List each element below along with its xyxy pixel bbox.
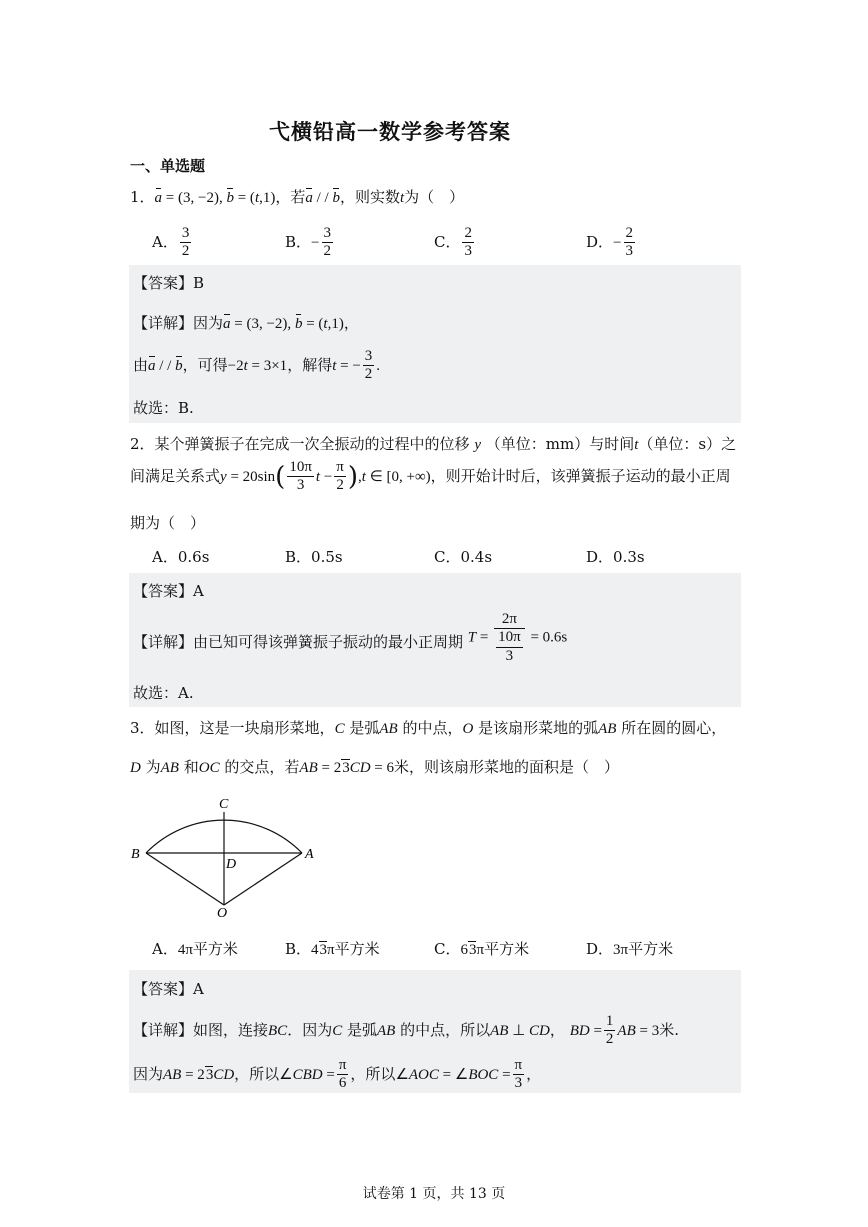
q1-var-t: t: [400, 190, 405, 206]
q2-stem-1: 2．某个弹簧振子在完成一次全振动的过程中的位移 y （单位：mm）与时间t（单位：s）之: [130, 435, 737, 453]
detail-text: ，可得: [182, 355, 228, 374]
page-title: 弋横铅高一数学参考答案: [269, 119, 511, 144]
detail-text: 【详解】由已知可得该弹簧振子振动的最小正周期: [133, 633, 464, 651]
stem-text: 的交点，若: [224, 758, 300, 776]
q1-number: 1．: [130, 188, 155, 206]
stem-text: 间满足关系式: [130, 466, 221, 485]
stem-text: 米，则该扇形菜地的面积是（ ）: [394, 758, 620, 776]
q2-stem-2: 间满足关系式y = 20sin( $\frac{10\pi}{3}$ t − $\frac{\pi}{2}$ ),t ∈ [0, +∞)，则开始计时后，该弹簧振子运动的最小正周: [130, 459, 731, 494]
q1-answer: 【答案】B: [133, 274, 205, 292]
q2-option-d: D．0.3s: [586, 548, 645, 566]
q1-stem-text-2: ，则实数: [339, 188, 400, 206]
page-footer: 试卷第 1 页，共 13 页: [362, 1186, 506, 1202]
stem-text: ，则开始计时后，该弹簧振子运动的最小正周: [430, 466, 731, 485]
q3-detail-1: 【详解】如图，连接BC．因为C 是弧AB 的中点，所以AB ⊥ CD， BD = $\frac{1}{2}$ AB = 3米.: [133, 1013, 679, 1048]
detail-text: 由: [133, 355, 149, 374]
q1-option-a: A． $\frac{3}{2}$: [152, 225, 190, 260]
q3-stem-1: 3．如图，这是一块扇形菜地，C 是弧AB 的中点，O 是该扇形菜地的弧AB 所在圆的圆心，: [130, 719, 727, 737]
stem-text: 为: [145, 758, 161, 776]
q2-detail: 【详解】由已知可得该弹簧振子振动的最小正周期 T = $\frac{2\pi}{\frac{10\pi}{3}}$ = 0.6s: [133, 611, 568, 664]
stem-text: 的中点，: [402, 719, 463, 737]
stem-text: 所在圆的圆心，: [621, 719, 727, 737]
detail-text: ，所以: [350, 1064, 396, 1083]
stem-text: 和: [183, 758, 199, 776]
detail-text: ，所以: [234, 1064, 280, 1083]
option-label: B．: [285, 232, 312, 251]
q2-answer: 【答案】A: [133, 582, 204, 600]
q1-stem-text: 若: [290, 188, 306, 206]
q1-option-b: B．− $\frac{3}{2}$: [285, 225, 331, 260]
option-label: A．: [152, 940, 178, 958]
stem-text: 某个弹簧振子在完成一次全振动的过程中的位移: [154, 435, 470, 453]
stem-text: 是弧: [349, 719, 380, 737]
label-o: O: [217, 906, 228, 920]
q2-stem-3: 期为（ ）: [130, 514, 206, 532]
option-unit: 平方米: [628, 940, 674, 958]
detail-text: ，: [549, 1020, 565, 1039]
q1-stem-end: 为（ ）: [404, 188, 465, 206]
detail-text: 的中点，所以: [400, 1020, 491, 1039]
label-b: B: [131, 847, 140, 862]
q3-option-b: B．43π平方米: [285, 940, 380, 958]
stem-text: （单位：mm）与时间: [485, 435, 635, 453]
q3-stem-2: D 为AB 和OC 的交点，若AB = 23CD = 6米，则该扇形菜地的面积是（ ）: [130, 758, 620, 776]
q2-option-c: C．0.4s: [434, 548, 493, 566]
q1-answer-block: [129, 265, 741, 423]
q2-option-a: A．0.6s: [152, 548, 210, 566]
option-label: D．: [586, 232, 614, 251]
option-label: B．: [285, 940, 312, 958]
detail-text: 米.: [659, 1020, 679, 1039]
q1-detail-1: 【详解】因为a = (3, −2), b = (t,1)，: [133, 314, 359, 332]
option-label: C．: [434, 232, 461, 251]
q1-stem: 1．a = (3, −2), b = (t,1)，若a / / b，则实数t为（ ）: [130, 188, 465, 206]
stem-text: （单位：s）之: [638, 435, 737, 453]
q3-option-d: D．3π平方米: [586, 940, 674, 958]
detail-text: 是弧: [347, 1020, 378, 1039]
q1-option-d: D．− $\frac{2}{3}$: [586, 225, 633, 260]
q3-detail-2: 因为AB = 23CD，所以∠CBD = $\frac{\pi}{6}$ ，所以∠AOC = ∠BOC = $\frac{\pi}{3}$ ，: [133, 1057, 542, 1092]
detail-text: ，解得: [287, 355, 333, 374]
section-heading: 一、单选题: [130, 157, 206, 175]
label-d: D: [226, 857, 237, 872]
detail-text: 【详解】因为: [133, 314, 224, 332]
q2-number: 2．: [130, 435, 155, 453]
stem-text: 如图，这是一块扇形菜地，: [154, 719, 335, 737]
q3-number: 3．: [130, 719, 155, 737]
option-unit: 平方米: [192, 940, 238, 958]
option-label: C．: [434, 940, 461, 958]
q3-option-c: C．63π平方米: [434, 940, 530, 958]
option-unit: 平方米: [484, 940, 530, 958]
option-unit: 平方米: [334, 940, 380, 958]
segment-ob: [146, 853, 224, 905]
q2-option-b: B．0.5s: [285, 548, 343, 566]
label-a: A: [305, 847, 314, 862]
option-label: D．: [586, 940, 614, 958]
stem-text: 是该扇形菜地的弧: [478, 719, 599, 737]
q2-conclusion: 故选：A.: [133, 684, 194, 702]
label-c: C: [219, 797, 229, 812]
q1-detail-2: 由a / / b，可得−2t = 3×1，解得t = − $\frac{3}{2}$ .: [133, 348, 381, 383]
detail-text: 因为: [133, 1064, 164, 1083]
option-label: A．: [152, 232, 178, 251]
q1-option-c: C． $\frac{2}{3}$: [434, 225, 472, 260]
detail-text: 【详解】如图，连接: [133, 1020, 269, 1039]
q1-conclusion: 故选：B.: [133, 399, 194, 417]
detail-text: ．因为: [287, 1020, 333, 1039]
q3-answer: 【答案】A: [133, 980, 204, 998]
sector-figure: [128, 790, 318, 920]
q3-option-a: A．4π平方米: [152, 940, 238, 958]
